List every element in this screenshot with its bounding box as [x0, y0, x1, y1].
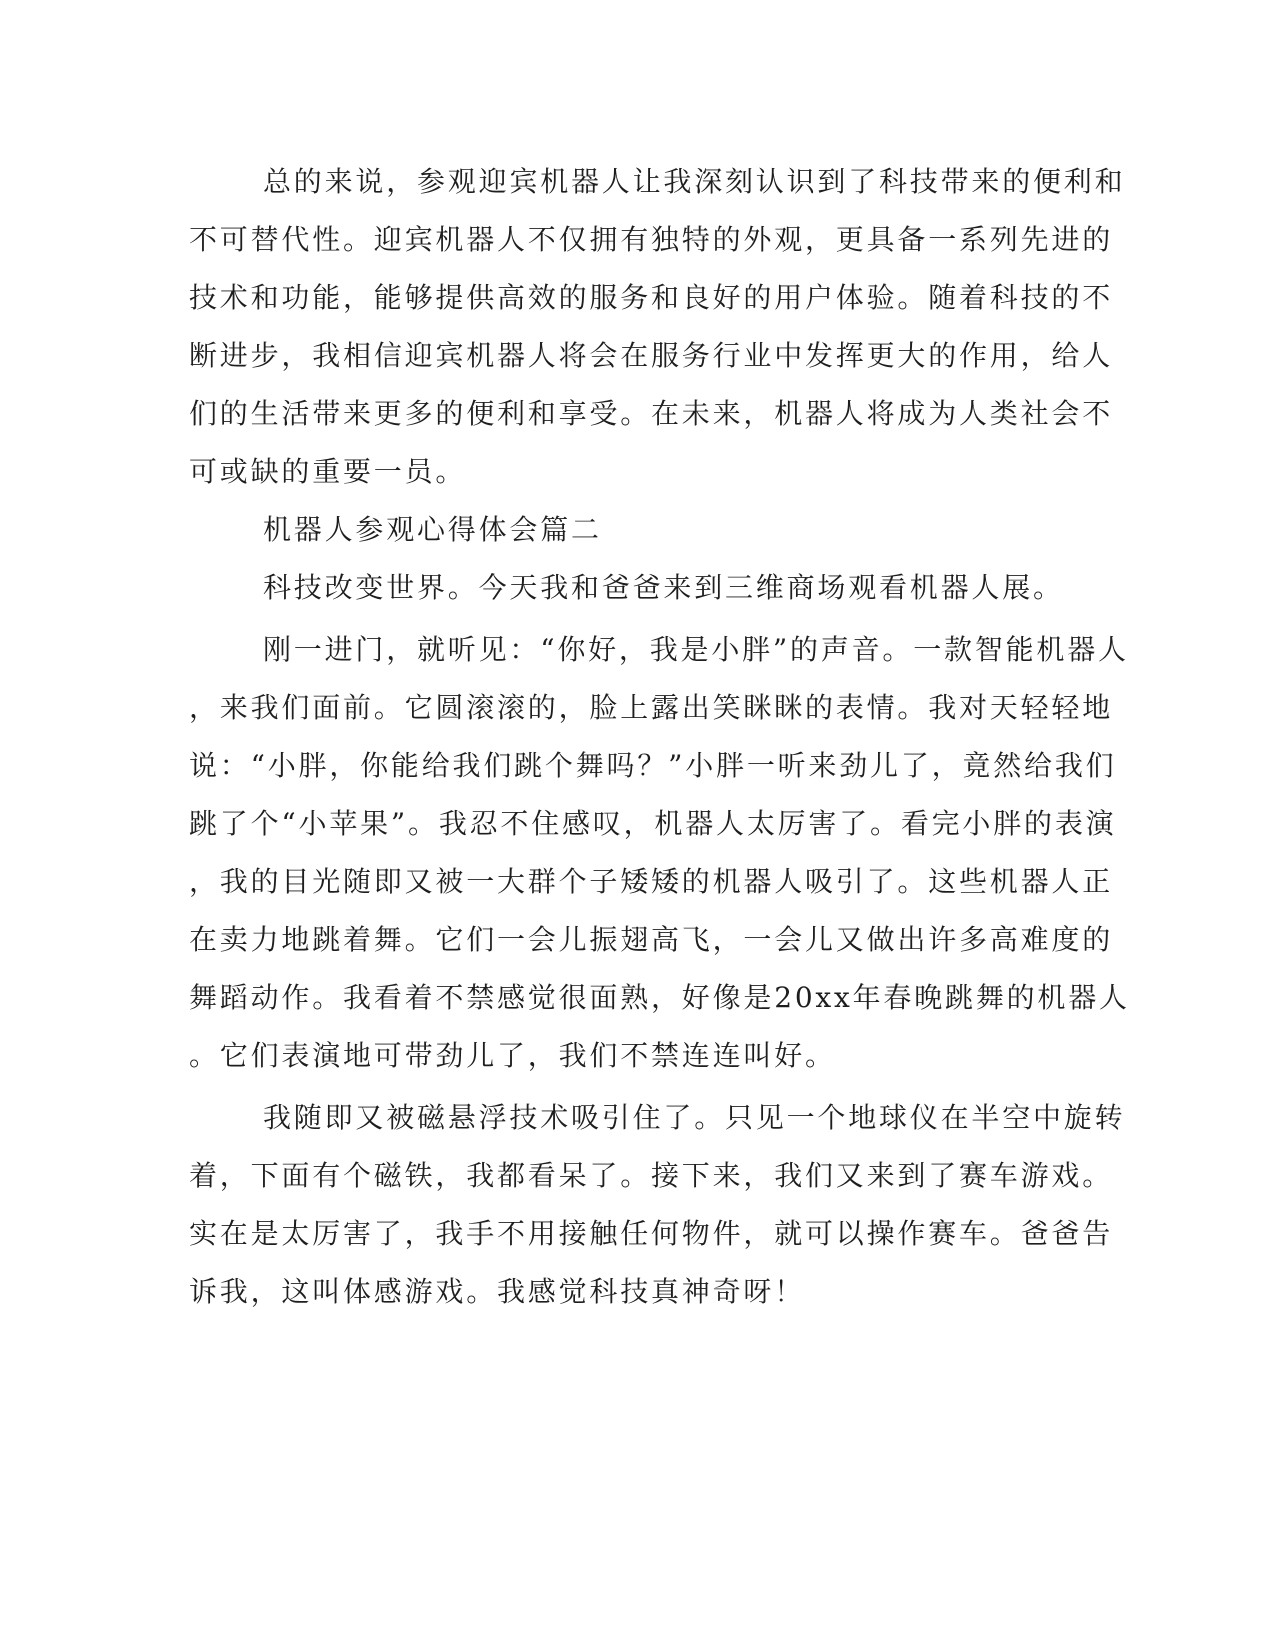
paragraph-3-line-6: 在卖力地跳着舞。它们一会儿振翅高飞，一会儿又做出许多高难度的	[189, 923, 1114, 956]
paragraph-3-line-5: ，我的目光随即又被一大群个子矮矮的机器人吸引了。这些机器人正	[189, 865, 1114, 898]
section-heading: 机器人参观心得体会篇二	[263, 513, 602, 546]
paragraph-3-line-1: 刚一进门，就听见：“你好，我是小胖”的声音。一款智能机器人	[263, 633, 1129, 666]
paragraph-2-line-1: 科技改变世界。今天我和爸爸来到三维商场观看机器人展。	[263, 571, 1064, 604]
paragraph-1-line-5: 们的生活带来更多的便利和享受。在未来，机器人将成为人类社会不	[189, 397, 1114, 430]
paragraph-3-line-7: 舞蹈动作。我看着不禁感觉很面熟，好像是20xx年春晚跳舞的机器人	[189, 981, 1130, 1014]
paragraph-1-line-6: 可或缺的重要一员。	[189, 455, 467, 488]
paragraph-4-line-2: 着，下面有个磁铁，我都看呆了。接下来，我们又来到了赛车游戏。	[189, 1159, 1114, 1192]
paragraph-4-line-4: 诉我，这叫体感游戏。我感觉科技真神奇呀！	[189, 1275, 806, 1308]
paragraph-3-line-4: 跳了个“小苹果”。我忍不住感叹，机器人太厉害了。看完小胖的表演	[189, 807, 1117, 840]
paragraph-3-line-2: ，来我们面前。它圆滚滚的，脸上露出笑眯眯的表情。我对天轻轻地	[189, 691, 1114, 724]
paragraph-1-line-1: 总的来说，参观迎宾机器人让我深刻认识到了科技带来的便利和	[263, 165, 1126, 198]
paragraph-3-line-8: 。它们表演地可带劲儿了，我们不禁连连叫好。	[189, 1039, 836, 1072]
paragraph-1-line-4: 断进步，我相信迎宾机器人将会在服务行业中发挥更大的作用，给人	[189, 339, 1114, 372]
paragraph-1-line-2: 不可替代性。迎宾机器人不仅拥有独特的外观，更具备一系列先进的	[189, 223, 1114, 256]
paragraph-4-line-3: 实在是太厉害了，我手不用接触任何物件，就可以操作赛车。爸爸告	[189, 1217, 1114, 1250]
paragraph-3-line-3: 说：“小胖，你能给我们跳个舞吗？”小胖一听来劲儿了，竟然给我们	[189, 749, 1117, 782]
paragraph-4-line-1: 我随即又被磁悬浮技术吸引住了。只见一个地球仪在半空中旋转	[263, 1101, 1126, 1134]
paragraph-1-line-3: 技术和功能，能够提供高效的服务和良好的用户体验。随着科技的不	[189, 281, 1114, 314]
